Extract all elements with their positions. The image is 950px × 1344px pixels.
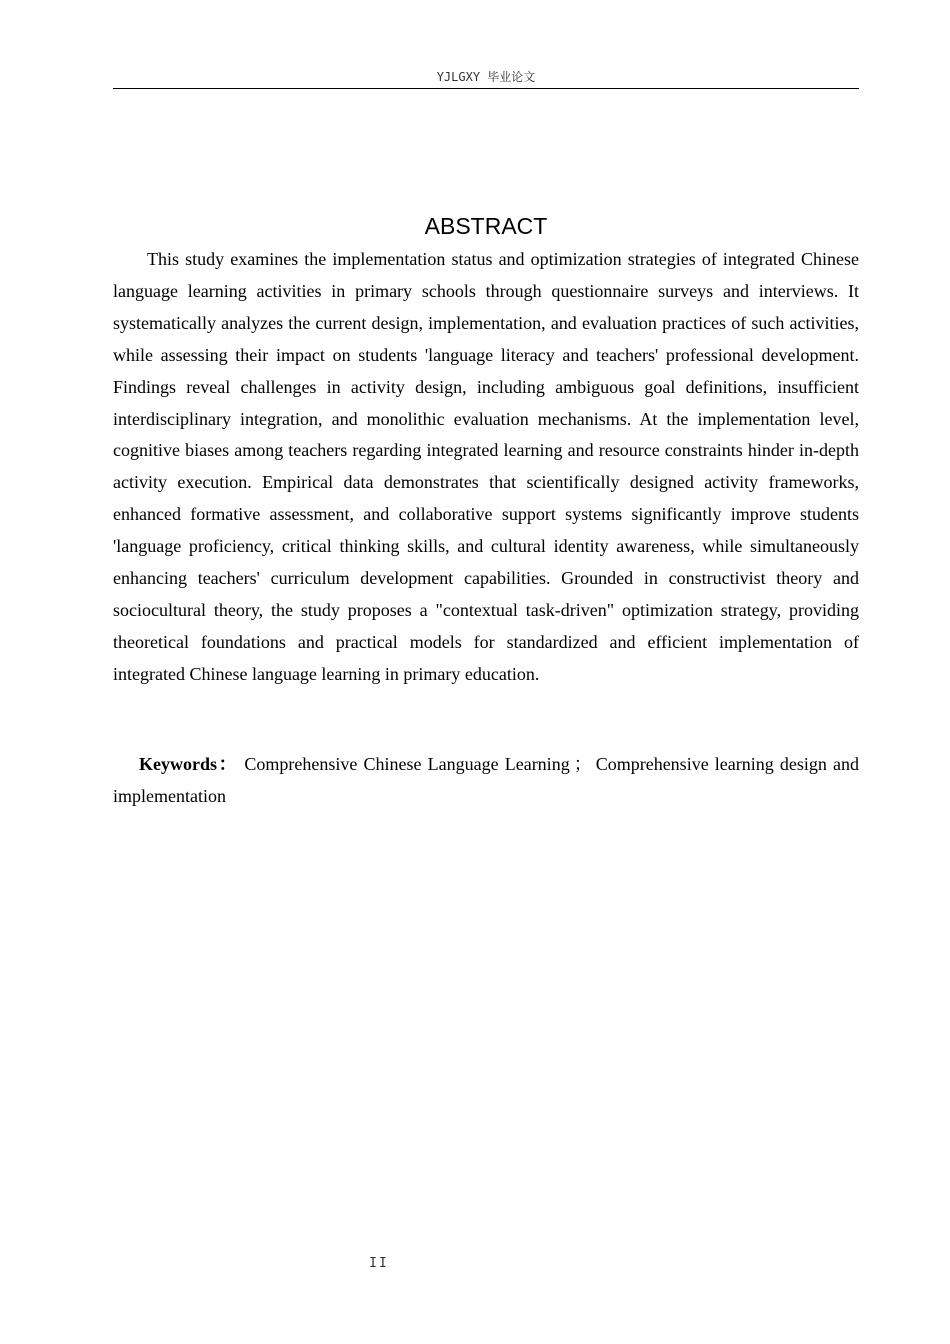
- keyword-separator: ；: [573, 754, 592, 774]
- keyword-item: Comprehensive Chinese Language Learning: [244, 754, 570, 774]
- abstract-title: ABSTRACT: [424, 213, 548, 239]
- header-rule: [113, 88, 859, 89]
- keywords-line: [113, 748, 859, 812]
- page-number: II: [369, 1256, 389, 1271]
- keywords-label: Keywords：: [139, 754, 239, 774]
- abstract-body: This study examines the implementation status and optimization strategies of integrated Chinese language learning activities in primary schools through questionnaire surveys and interviews. It systematically analyzes the current design, implementation, and evaluation practices of such activities, while assessing their impact on students 'language literacy and teachers' professional development. Findings reveal challenges in activity design, including ambiguous goal definitions, insufficient interdisciplinary integration, and monolithic evaluation mechanisms. At the implementation level, cognitive biases among teachers regarding integrated learning and resource constraints hinder in-depth activity execution. Empirical data demonstrates that scientifically designed activity frameworks, enhanced formative assessment, and collaborative support systems significantly improve students 'language proficiency, critical thinking skills, and cultural identity awareness, while simultaneously enhancing teachers' curriculum development capabilities. Grounded in constructivist theory and sociocultural theory, the study proposes a "contextual task-driven" optimization strategy, providing theoretical foundations and practical models for standardized and efficient implementation of integrated Chinese language learning in primary education.: [113, 249, 859, 684]
- keyword-item: Comprehensive learning design and implementation: [113, 754, 860, 806]
- running-header: YJLGXY 毕业论文: [436, 70, 536, 84]
